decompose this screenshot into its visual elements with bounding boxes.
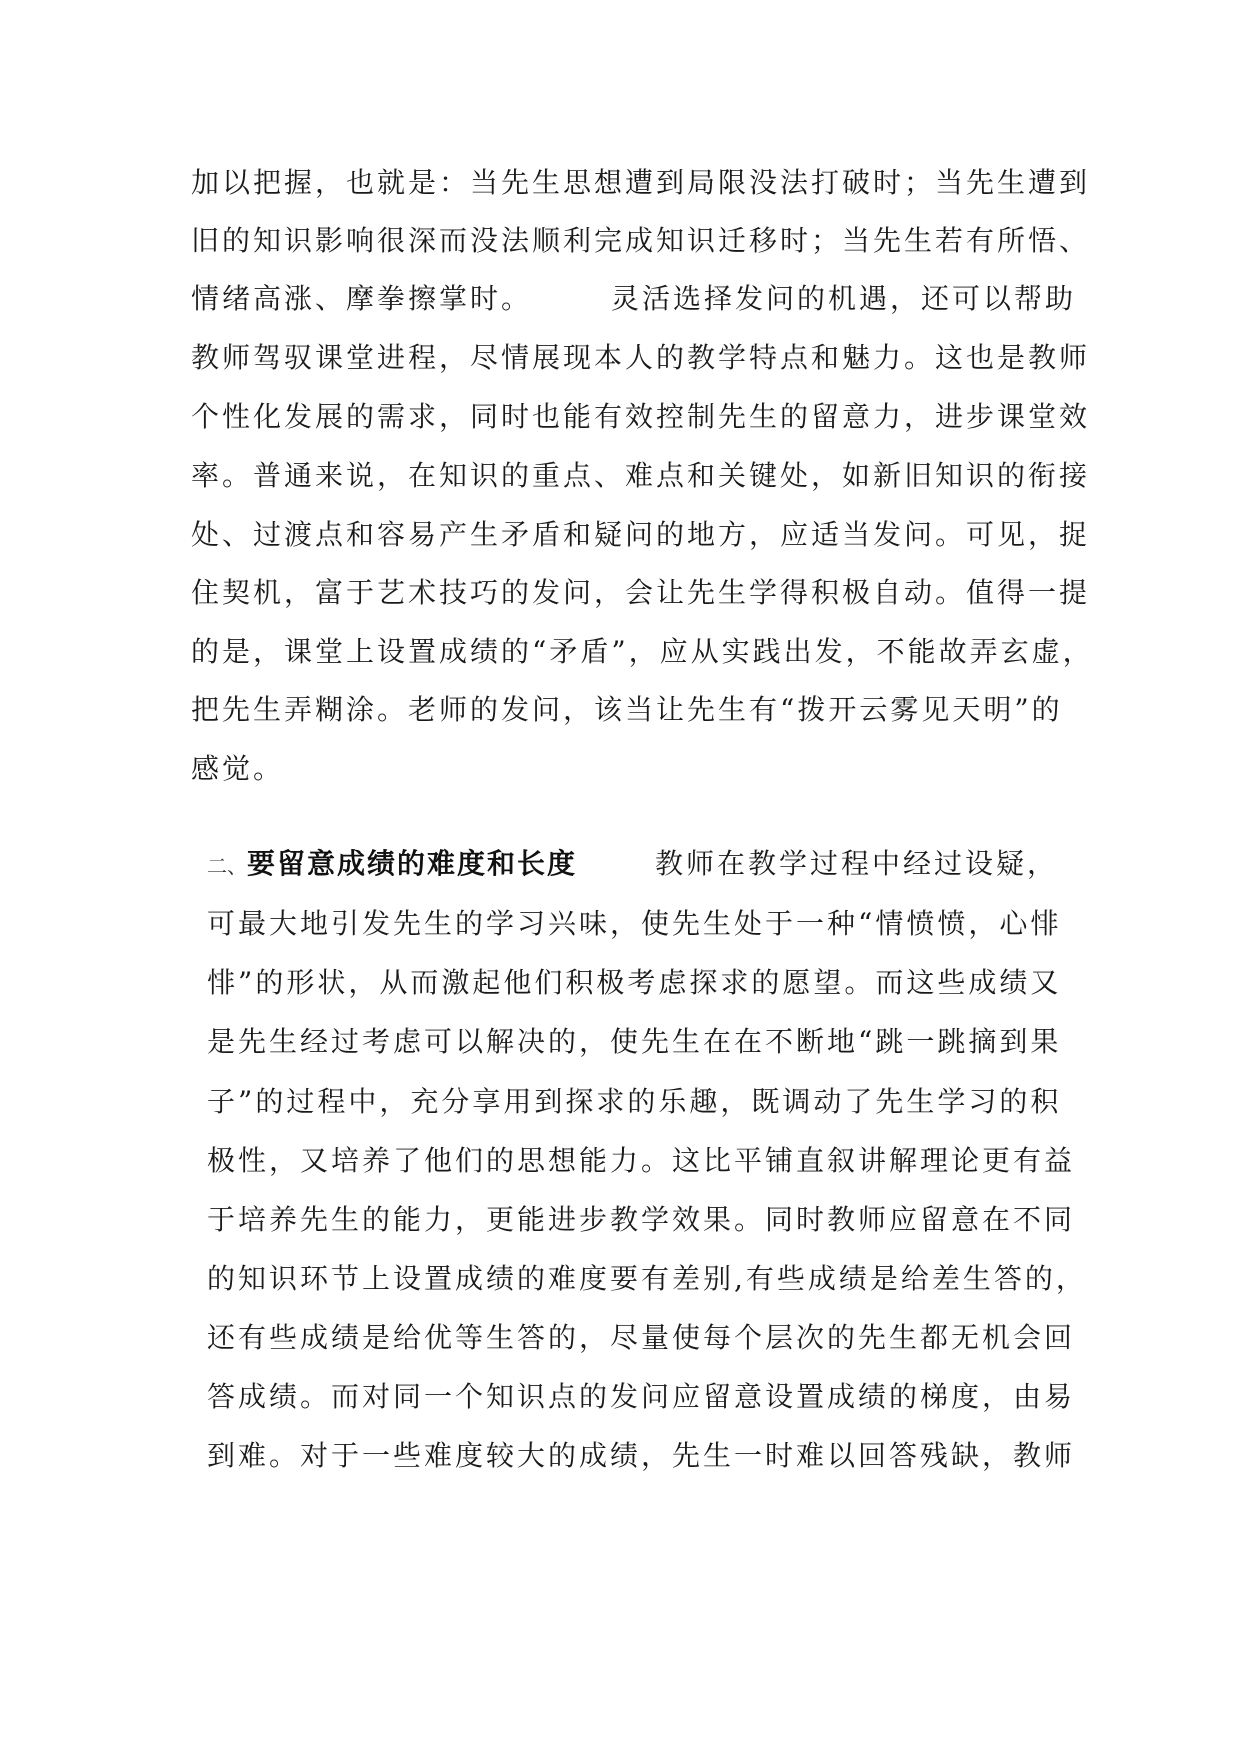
text-line: 极性，又培养了他们的思想能力。这比平铺直叙讲解理论更有益 bbox=[207, 1144, 1076, 1177]
section-heading-line bbox=[207, 847, 1058, 883]
text-line: 于培养先生的能力，更能进步教学效果。同时教师应留意在不同 bbox=[207, 1203, 1076, 1236]
text-line-start: 教师在教学过程中经过设疑， bbox=[655, 847, 1059, 880]
text-line: 悱”的形状，从而激起他们积极考虑探求的愿望。而这些成绩又 bbox=[207, 966, 1062, 999]
text-line: 子”的过程中，充分享用到探求的乐趣，既调动了先生学习的积 bbox=[207, 1085, 1062, 1118]
text-line: 可最大地引发先生的学习兴味，使先生处于一种“情愤愤，心悱 bbox=[207, 907, 1062, 940]
text-line: 教师驾驭课堂进程，尽情展现本人的教学特点和魅力。这也是教师 bbox=[191, 341, 1091, 374]
text-line: 是先生经过考虑可以解决的，使先生在在不断地“跳一跳摘到果 bbox=[207, 1025, 1062, 1058]
text-line: 还有些成绩是给优等生答的，尽量使每个层次的先生都无机会回 bbox=[207, 1321, 1076, 1354]
text-line: 的知识环节上设置成绩的难度要有差别,有些成绩是给差生答的， bbox=[207, 1262, 1087, 1295]
text-line: 住契机，富于艺术技巧的发问，会让先生学得积极自动。值得一提 bbox=[191, 576, 1091, 609]
text-line: 个性化发展的需求，同时也能有效控制先生的留意力，进步课堂效 bbox=[191, 400, 1091, 433]
text-line: 率。普通来说，在知识的重点、难点和关键处，如新旧知识的衔接 bbox=[191, 459, 1091, 492]
text-line: 加以把握，也就是：当先生思想遭到局限没法打破时；当先生遭到 bbox=[191, 166, 1091, 199]
text-line: 把先生弄糊涂。老师的发问，该当让先生有“拨开云雾见天明”的 bbox=[191, 693, 1063, 726]
text-line: 答成绩。而对同一个知识点的发问应留意设置成绩的梯度，由易 bbox=[207, 1380, 1076, 1413]
section-title: 要留意成绩的难度和长度 bbox=[247, 847, 578, 880]
text-line: 处、过渡点和容易产生矛盾和疑问的地方，应适当发问。可见，捉 bbox=[191, 518, 1091, 551]
text-line: 的是，课堂上设置成绩的“矛盾”，应从实践出发，不能故弄玄虚， bbox=[191, 635, 1094, 668]
text-line: 感觉。 bbox=[191, 752, 285, 785]
section-number: 二、 bbox=[207, 854, 247, 878]
text-line: 到难。对于一些难度较大的成绩，先生一时难以回答残缺，教师 bbox=[207, 1439, 1076, 1472]
text-line: 旧的知识影响很深而没法顺利完成知识迁移时；当先生若有所悟、 bbox=[191, 224, 1091, 257]
text-line: 情绪高涨、摩拳擦掌时。 灵活选择发问的机遇，还可以帮助 bbox=[191, 282, 1077, 315]
